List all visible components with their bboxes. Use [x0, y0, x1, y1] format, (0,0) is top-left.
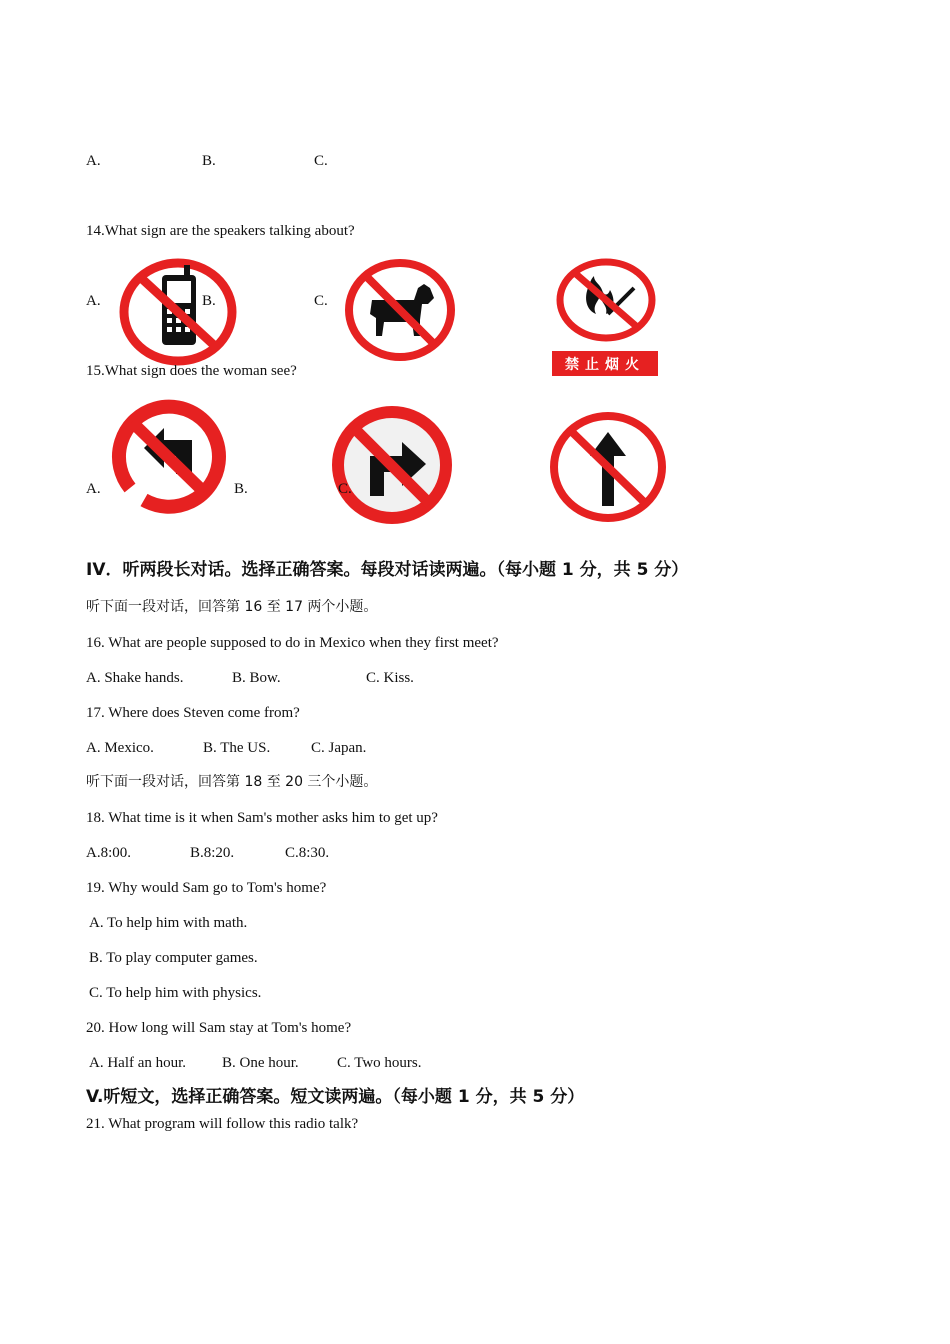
q20-option-a: A. Half an hour. — [89, 1055, 187, 1071]
q21-question: 21. What program will follow this radio talk? — [86, 1116, 359, 1132]
no-mobile-phone-sign-icon — [118, 257, 238, 367]
q19-option-b: B. To play computer games. — [89, 950, 258, 966]
q19-option-c: C. To help him with physics. — [89, 985, 262, 1001]
q16-question: 16. What are people supposed to do in Mexico when they first meet? — [86, 635, 499, 651]
q16-option-c: C. Kiss. — [366, 670, 414, 686]
q15-question: 15.What sign does the woman see? — [86, 363, 297, 379]
q20-option-c: C. Two hours. — [337, 1055, 422, 1071]
q15-option-c: C. — [338, 481, 352, 497]
q17-option-b: B. The US. — [203, 740, 271, 756]
q15-option-b: B. — [234, 481, 248, 497]
q16-option-b: B. Bow. — [232, 670, 281, 686]
q13-option-c: C. — [314, 153, 328, 169]
no-fire-sign-caption: 禁止烟火 — [552, 351, 658, 376]
q18-option-c: C.8:30. — [285, 845, 330, 861]
q18-question: 18. What time is it when Sam's mother asks him to get up? — [86, 810, 438, 826]
q14-option-b: B. — [202, 293, 216, 309]
q13-option-b: B. — [202, 153, 216, 169]
no-right-turn-sign-icon — [332, 406, 452, 524]
q13-option-a: A. — [86, 153, 101, 169]
q15-option-a: A. — [86, 481, 101, 497]
q19-option-a: A. To help him with math. — [89, 915, 248, 931]
q18-option-a: A.8:00. — [86, 845, 131, 861]
q14-option-a: A. — [86, 293, 101, 309]
q14-question: 14.What sign are the speakers talking about? — [86, 223, 355, 239]
no-straight-ahead-sign-icon — [548, 410, 668, 524]
dialog-1-intro: 听下面一段对话，回答第 16 至 17 两个小题。 — [86, 599, 378, 615]
no-left-turn-sign-icon — [110, 400, 226, 514]
no-fire-sign-icon — [554, 258, 658, 344]
q20-question: 20. How long will Sam stay at Tom's home? — [86, 1020, 352, 1036]
q19-question: 19. Why would Sam go to Tom's home? — [86, 880, 327, 896]
q18-option-b: B.8:20. — [190, 845, 235, 861]
q17-option-c: C. Japan. — [311, 740, 367, 756]
q20-option-b: B. One hour. — [222, 1055, 299, 1071]
q14-option-c: C. — [314, 293, 328, 309]
section-4-heading: IV．听两段长对话。选择正确答案。每段对话读两遍。（每小题 1 分，共 5 分） — [86, 560, 689, 580]
dialog-2-intro: 听下面一段对话，回答第 18 至 20 三个小题。 — [86, 774, 378, 790]
q16-option-a: A. Shake hands. — [86, 670, 184, 686]
no-dogs-sign-icon — [344, 258, 456, 362]
q17-option-a: A. Mexico. — [86, 740, 154, 756]
q17-question: 17. Where does Steven come from? — [86, 705, 300, 721]
section-5-heading: V.听短文，选择正确答案。短文读两遍。（每小题 1 分，共 5 分） — [86, 1087, 585, 1107]
